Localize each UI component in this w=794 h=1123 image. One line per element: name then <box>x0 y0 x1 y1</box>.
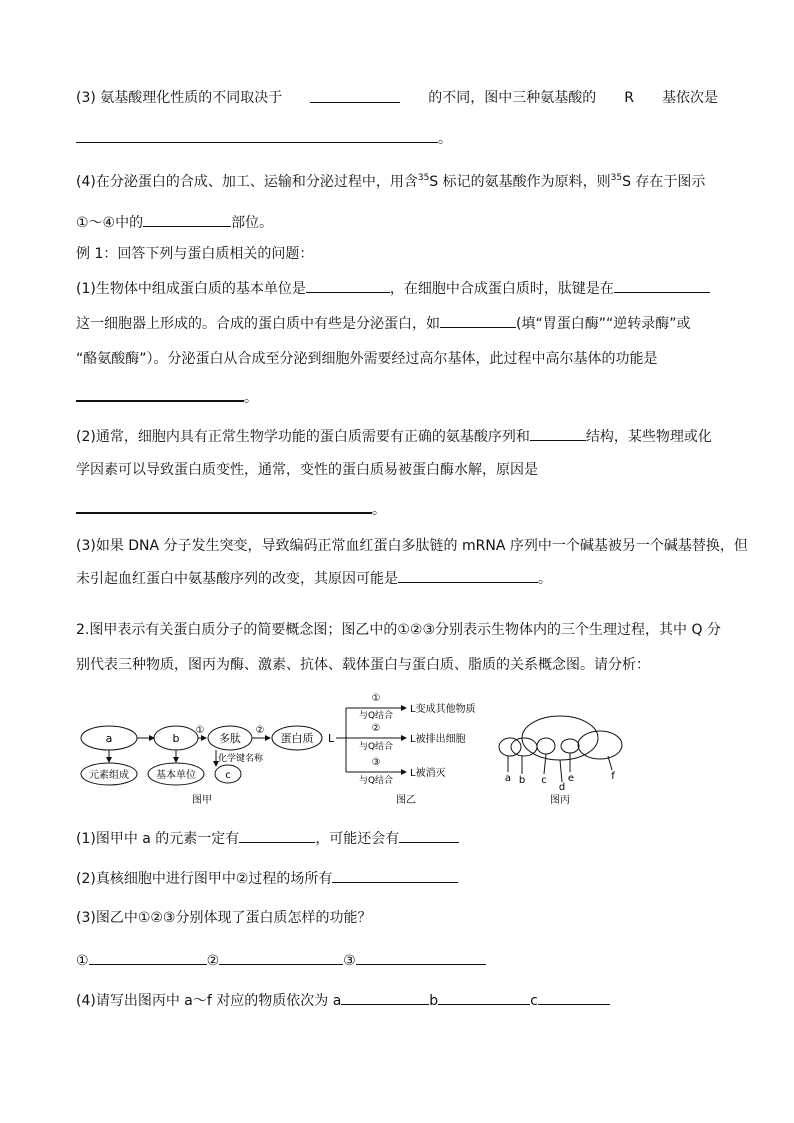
fig-jia-label-polypeptide: 多肽 <box>219 732 241 745</box>
sub-3: (3)图乙中①②③分别体现了蛋白质怎样的功能？ <box>76 910 372 926</box>
sub-1-blank-2[interactable] <box>399 828 459 843</box>
q3-answer-blank-1[interactable] <box>310 88 400 103</box>
q3-line-2 <box>76 128 718 149</box>
fig-jia-label-c: c <box>225 770 231 781</box>
fig-yi-caption: 图乙 <box>396 795 416 806</box>
fig-bing-circle-b <box>511 738 537 756</box>
ex1-p1-line-3: “酪氨酸酶”）。分泌蛋白从合成至分泌到细胞外需要经过高尔基体，此过程中高尔基体的功能是 <box>76 351 658 367</box>
fig-bing-label-d: d <box>558 782 566 793</box>
fig-yi-cond-1: 与Q结合 <box>358 711 394 721</box>
q3-text-c: R <box>624 90 634 106</box>
fig-yi-result-2: L被排出细胞 <box>410 734 466 745</box>
ex1-p2-line-2: 学因素可以导致蛋白质变性，通常，变性的蛋白质易被蛋白酶水解，原因是 <box>76 462 538 478</box>
q4-line-1 <box>76 172 718 192</box>
fig-jia-step-1: ① <box>195 725 205 736</box>
fig-yi-L: L <box>328 732 335 745</box>
figure-jia <box>81 725 322 806</box>
fig-bing-label-c: c <box>541 775 547 786</box>
fig-jia-label-elements: 元素组成 <box>89 770 129 781</box>
ex1-p1-line-4: 。 <box>76 386 718 408</box>
figure-bing <box>499 716 622 806</box>
sub-2: (2)真核细胞中进行图甲中②过程的场所有 <box>76 868 718 889</box>
ex1-p3-line-1: (3)如果 DNA 分子发生突变，导致编码正常血红蛋白多肽链的 mRNA 序列中一个碱基被另一个碱基替换，但 <box>76 538 748 554</box>
ex1-p2-blank-1[interactable] <box>530 426 586 441</box>
fig-jia-label-b: b <box>172 732 180 745</box>
fig-jia-step-2: ② <box>255 725 265 736</box>
sub-1-blank-1[interactable] <box>239 828 315 843</box>
sub-4: (4)请写出图丙中 a～f 对应的物质依次为 a b c <box>76 990 718 1011</box>
sub-3-blank-2[interactable] <box>219 950 343 965</box>
q4-line-2 <box>76 212 718 233</box>
fig-yi-cond-2: 与Q结合 <box>358 742 394 752</box>
ex1-p2-blank-2[interactable] <box>76 498 372 514</box>
ex1-p1-blank-1[interactable] <box>306 278 390 293</box>
q4-sup-1: 35 <box>417 173 430 183</box>
fig-bing-circle-c <box>537 738 555 754</box>
ex1-p2-line-3: 。 <box>76 498 718 520</box>
sub-3-answers: ① ② ③ <box>76 950 718 971</box>
sub-4-blank-a[interactable] <box>341 990 429 1005</box>
q4-text-e: 部位。 <box>231 215 274 231</box>
q3-text-d: 基依次是 <box>661 90 718 106</box>
fig-bing-caption: 图丙 <box>550 795 570 806</box>
figures <box>76 690 636 815</box>
q3-line-1 <box>76 88 718 108</box>
fig-bing-label-f: f <box>611 771 615 782</box>
fig-yi-num-3: ③ <box>371 757 381 768</box>
q2-intro-line-2: 别代表三种物质，图丙为酶、激素、抗体、载体蛋白与蛋白质、脂质的关系概念图。请分析： <box>76 657 650 673</box>
fig-jia-caption: 图甲 <box>192 795 212 806</box>
ex1-p1-blank-2[interactable] <box>614 278 710 293</box>
fig-yi-result-1: L变成其他物质 <box>410 704 476 715</box>
q4-text-a: (4)在分泌蛋白的合成、加工、运输和分泌过程中，用含$^{35}$S 标记的氨基酸作为原料，则$^{35}$S 存在于图示 <box>76 173 706 190</box>
q2-intro-line-1: 2.图甲表示有关蛋白质分子的简要概念图；图乙中的①②③分别表示生物体内的三个生理过程，其中 Q 分 <box>76 622 721 638</box>
figure-yi <box>328 693 476 806</box>
fig-yi-result-3: L被消灭 <box>410 768 446 779</box>
q3-answer-blank-2[interactable] <box>76 128 438 143</box>
ex1-p1-blank-4[interactable] <box>76 386 244 402</box>
sub-4-blank-c[interactable] <box>538 990 610 1005</box>
ex1-p1-line-2: 这一细胞器上形成的。合成的蛋白质中有些是分泌蛋白，如 (填“胃蛋白酶”“逆转录酶”或 <box>76 313 718 334</box>
fig-bing-circle-e <box>561 739 579 753</box>
fig-jia-label-unit: 基本单位 <box>156 770 196 781</box>
example-1-title: 例 1：回答下列与蛋白质相关的问题： <box>76 246 314 262</box>
fig-bing-circle-a <box>499 738 521 756</box>
q3-text-b: 的不同，图中三种氨基酸的 <box>428 90 597 106</box>
sub-1: (1)图甲中 a 的元素一定有 ，可能还会有 <box>76 828 718 849</box>
ex1-p1-blank-3[interactable] <box>440 313 516 328</box>
sub-2-blank[interactable] <box>332 868 458 883</box>
sub-4-blank-b[interactable] <box>438 990 530 1005</box>
ex1-p3-line-2: 未引起血红蛋白中氨基酸序列的改变，其原因可能是 。 <box>76 568 718 589</box>
fig-jia-label-a: a <box>105 732 113 745</box>
q3-text-a: (3) 氨基酸理化性质的不同取决于 <box>76 90 283 106</box>
fig-bing-label-a: a <box>504 773 512 784</box>
fig-yi-num-2: ② <box>371 723 381 734</box>
q4-text-d: ①～④中的 <box>76 215 144 231</box>
ex1-p2-line-1: (2)通常，细胞内具有正常生物学功能的蛋白质需要有正确的氨基酸序列和 结构，某些物理或化 <box>76 426 718 447</box>
fig-bing-label-e: e <box>567 773 575 784</box>
q4-sup-2: 35 <box>610 173 623 183</box>
fig-yi-num-1: ① <box>371 693 381 704</box>
fig-bing-label-b: b <box>518 775 526 786</box>
q3-end: 。 <box>438 131 452 147</box>
fig-jia-label-protein: 蛋白质 <box>280 732 314 745</box>
fig-yi-cond-3: 与Q结合 <box>358 776 394 786</box>
ex1-p1-line-1: (1)生物体中组成蛋白质的基本单位是 ，在细胞中合成蛋白质时，肽键是在 <box>76 278 718 299</box>
fig-bing-circle-f <box>578 731 622 759</box>
ex1-p3-blank[interactable] <box>398 568 538 583</box>
sub-3-blank-3[interactable] <box>356 950 486 965</box>
fig-jia-label-bond: 化学键名称 <box>218 754 264 764</box>
sub-3-blank-1[interactable] <box>89 950 207 965</box>
q4-answer-blank[interactable] <box>143 212 231 227</box>
